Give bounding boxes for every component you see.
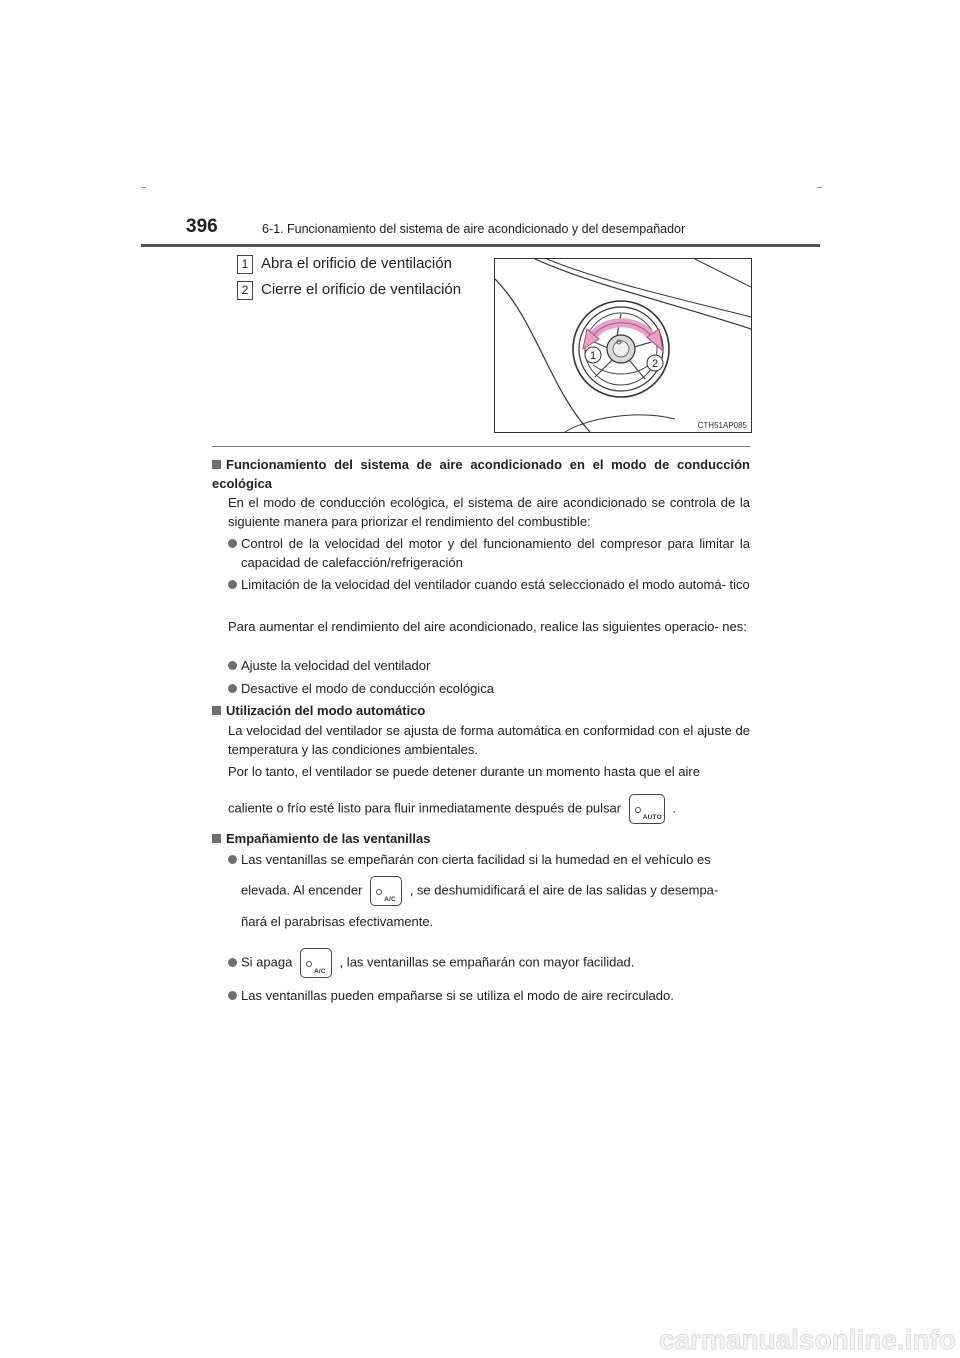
auto-button-icon: AUTO [629,794,665,824]
ac-button-icon: A/C [300,948,332,978]
fog-b1-line2: elevada. Al encender A/C , se deshumidificará el aire de las salidas y desempa- [241,876,750,906]
figure-code: CTH51AP085 [697,421,747,430]
crop-mark [141,187,146,188]
circle-bullet-icon [228,991,237,1000]
callout-2: 2 [651,358,659,370]
watermark [560,1322,960,1358]
step-text-1: Abra el orificio de ventilación [261,255,452,272]
list-item: Ajuste la velocidad del ventilador [228,656,750,675]
vent-illustration [494,258,752,433]
page-number: 396 [186,216,218,237]
fog-b1-line3: ñará el parabrisas efectivamente. [241,914,434,929]
running-head: 6-1. Funcionamiento del sistema de aire acondicionado y del desempañador [262,222,686,236]
crop-mark [817,187,822,188]
list-item: Las ventanillas se empeñarán con cierta facilidad si la humedad en el vehículo es [228,850,750,869]
circle-bullet-icon [228,580,237,589]
auto-para2-line1: Por lo tanto, el ventilador se puede detener durante un momento hasta que el aire [228,764,700,779]
square-bullet-icon [212,706,221,715]
circle-bullet-icon [228,684,237,693]
auto-para1: La velocidad del ventilador se ajusta de forma automática en conformidad con el ajuste de temperatura y las condiciones ambientales. [228,723,750,757]
circle-bullet-icon [228,661,237,670]
list-item: Control de la velocidad del motor y del funcionamiento del compresor para limitar la capacidad de calefacción/refrigeración [228,534,750,572]
eco-intro: En el modo de conducción ecológica, el sistema de aire acondicionado se controla de la siguiente manera para priorizar el rendimiento del combustible: [228,495,750,529]
vent-drawing [495,259,751,432]
step-badge-1: 1 [237,255,253,274]
list-item: Desactive el modo de conducción ecológica [228,679,750,698]
step-badge-2: 2 [237,281,253,300]
eco-para2: Para aumentar el rendimiento del aire acondicionado, realice las siguientes operacio- nes: [228,619,747,634]
circle-bullet-icon [228,539,237,548]
square-bullet-icon [212,834,221,843]
section-heading-eco: Funcionamiento del sistema de aire acondicionado en el modo de conducción ecológica [212,457,750,491]
watermark-text: carmanualsonline.info [658,1324,956,1355]
auto-para2-line2: caliente o frío esté listo para fluir inmediatamente después de pulsar AUTO . [228,794,750,824]
section-heading-auto: Utilización del modo automático [212,701,750,720]
section-rule [212,446,750,447]
list-item: Limitación de la velocidad del ventilador cuando está seleccionado el modo automá- tico [228,575,750,594]
circle-bullet-icon [228,958,237,967]
ac-button-icon: A/C [370,876,402,906]
step-text-2: Cierre el orificio de ventilación [261,281,462,298]
callout-1: 1 [589,350,597,362]
square-bullet-icon [212,460,221,469]
header-rule [141,244,820,247]
list-item: Si apaga A/C , las ventanillas se empañarán con mayor facilidad. [228,948,750,978]
list-item: Las ventanillas pueden empañarse si se utiliza el modo de aire recirculado. [228,986,750,1005]
section-heading-fog: Empañamiento de las ventanillas [212,829,750,848]
circle-bullet-icon [228,855,237,864]
